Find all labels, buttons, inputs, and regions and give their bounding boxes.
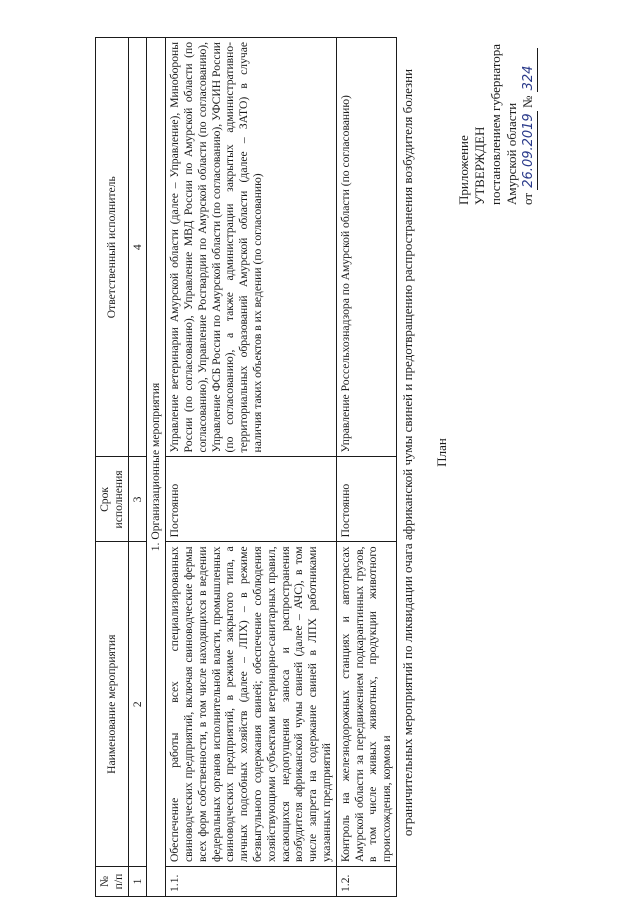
row-term: Постоянно <box>166 457 337 542</box>
approval-date: 26.09.2019 <box>521 113 536 188</box>
row-executor: Управление ветеринарии Амурской области (далее – Управление), Минобороны России (по согласованию), Управление МВД России по Амурской области (по согласованию), Управление Росгвардии по Амурской области (по согласованию), Управление ФСБ России по Амурской области (по согласованию), УФСИН России (по согласованию), а также администрации закрытых административно-территориальных образований Амурской области (далее – ЗАТО) в случае наличия таких объектов в их ведении (по согласованию) <box>166 38 337 457</box>
row-num: 1.1. <box>166 867 337 897</box>
row-term: Постоянно <box>336 457 396 542</box>
section-row <box>147 38 166 897</box>
approval-stamp <box>456 5 538 205</box>
approval-approved: УТВЕРЖДЕН <box>472 126 487 205</box>
col-number-4: 4 <box>128 38 147 457</box>
row-executor: Управление Россельхознадзора по Амурской области (по согласованию) <box>336 38 396 457</box>
col-number-3: 3 <box>128 457 147 542</box>
table-row <box>336 38 396 897</box>
section-title: 1. Организационные мероприятия <box>147 38 166 897</box>
header-term: Срок исполнения <box>96 457 129 542</box>
row-name: Контроль на железнодорожных станциях и автотрассах Амурской области за передвижением подкарантинных грузов, в том числе живых животных, продукции животного происхождения, кормов и <box>336 542 396 867</box>
number-prefix: № <box>520 95 535 109</box>
header-executor: Ответственный исполнитель <box>96 38 129 457</box>
plan-heading: План <box>434 438 449 467</box>
date-prefix: от <box>520 192 535 205</box>
approval-appendix: Приложение <box>456 135 471 205</box>
approval-region: Амурской области <box>504 102 519 205</box>
table-row <box>166 38 337 897</box>
table-header-row <box>96 38 129 897</box>
col-number-1: 1 <box>128 867 147 897</box>
row-num: 1.2. <box>336 867 396 897</box>
header-name: Наименование мероприятия <box>96 542 129 867</box>
approval-date-line <box>520 5 538 205</box>
plan-subtitle: ограничительных мероприятий по ликвидации очага африканской чумы свиней и предотвращению распространения возбудителя болезни <box>400 68 415 837</box>
plan-table <box>95 37 397 897</box>
header-num: № п/п <box>96 867 129 897</box>
row-name: Обеспечение работы всех специализированных свиноводческих предприятий, включая свиноводческие фермы всех форм собственности, в том числе находящихся в ведении федеральных органов исполнительной власти, промышленных свиноводческих предприятий, в режиме закрытого типа, а личных подсобных хозяйств (далее – ЛПХ) – в режиме безвыгульного содержания свиней; обеспечение соблюдения хозяйствующими субъектами ветеринарно-санитарных правил, касающихся недопущения заноса и распространения возбудителя африканской чумы свиней (далее – АЧС), в том числе запрета на содержание свиней в ЛПХ работниками указанных предприятий <box>166 542 337 867</box>
col-number-2: 2 <box>128 542 147 867</box>
column-number-row <box>128 38 147 897</box>
approval-decree: постановлением губернатора <box>488 43 503 205</box>
approval-number: 324 <box>521 48 538 92</box>
